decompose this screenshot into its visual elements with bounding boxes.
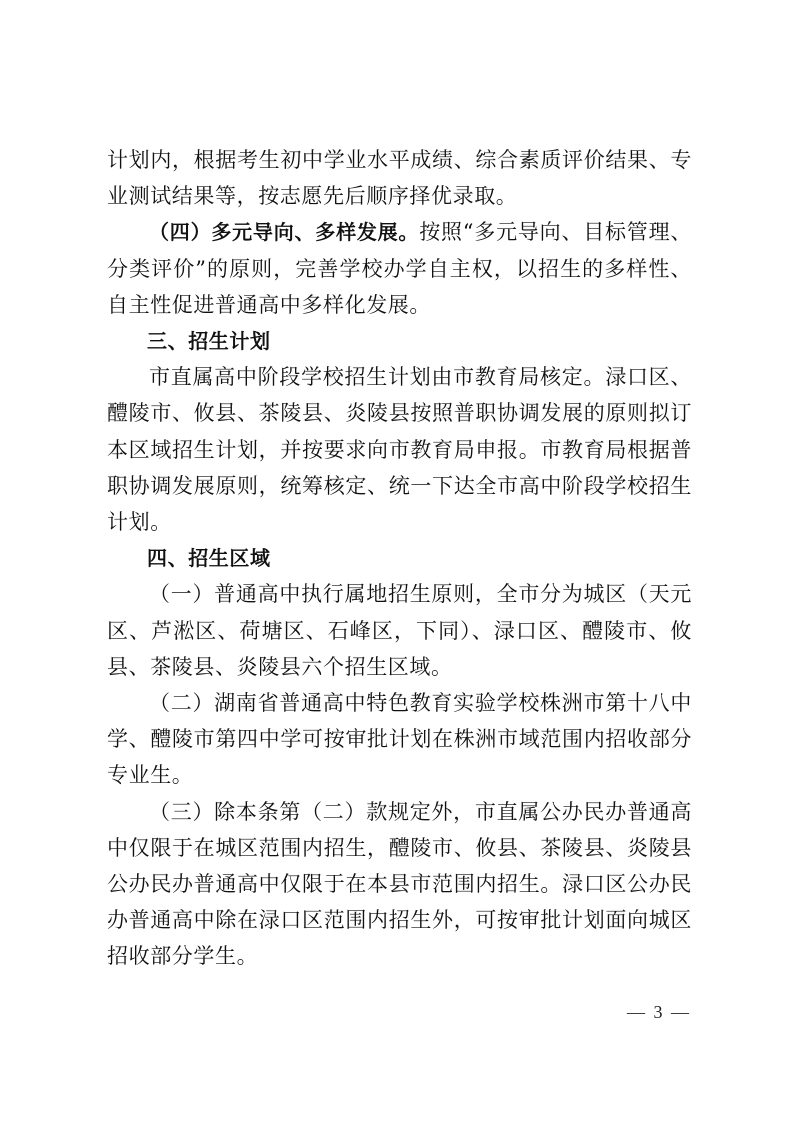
section-lead-four: （四）多元导向、多样发展。 xyxy=(149,220,420,245)
paragraph-area-two: （二）湖南省普通高中特色教育实验学校株洲市第十八中学、醴陵市第四中学可按审批计划在株洲市域范围内招收部分专业生。 xyxy=(107,691,692,788)
heading-enrollment-plan: 三、招生计划 xyxy=(147,329,271,354)
paragraph-enrollment-plan: 市直属高中阶段学校招生计划由市教育局核定。渌口区、醴陵市、攸县、茶陵县、炎陵县按照普职协调发展的原则拟订本区域招生计划，并按要求向市教育局申报。市教育局根据普职协调发展原则，统筹核定、统一下达全市高中阶段学校招生计划。 xyxy=(107,365,692,535)
body-text xyxy=(107,142,692,975)
paragraph-diversified-development xyxy=(107,214,692,323)
paragraph-continuation: 计划内，根据考生初中学业水平成绩、综合素质评价结果、专业测试结果等，按志愿先后顺序择优录取。 xyxy=(107,148,692,209)
paragraph-area-three: （三）除本条第（二）款规定外，市直属公办民办普通高中仅限于在城区范围内招生，醴陵市、攸县、茶陵县、炎陵县公办民办普通高中仅限于在本县市范围内招生。渌口区公办民办普通高中除在渌口区范围内招生外，可按审批计划面向城区招收部分学生。 xyxy=(107,799,692,969)
paragraph-area-one: （一）普通高中执行属地招生原则，全市分为城区（天元区、芦淞区、荷塘区、石峰区，下同）、渌口区、醴陵市、攸县、茶陵县、炎陵县六个招生区域。 xyxy=(107,582,692,679)
section-four-text: 按照“多元导向、目标管理、分类评价”的原则，完善学校办学自主权，以招生的多样性、自主性促进普通高中多样化发展。 xyxy=(107,220,692,317)
page-number: — 3 — xyxy=(627,1002,691,1022)
heading-enrollment-area: 四、招生区域 xyxy=(147,546,271,571)
